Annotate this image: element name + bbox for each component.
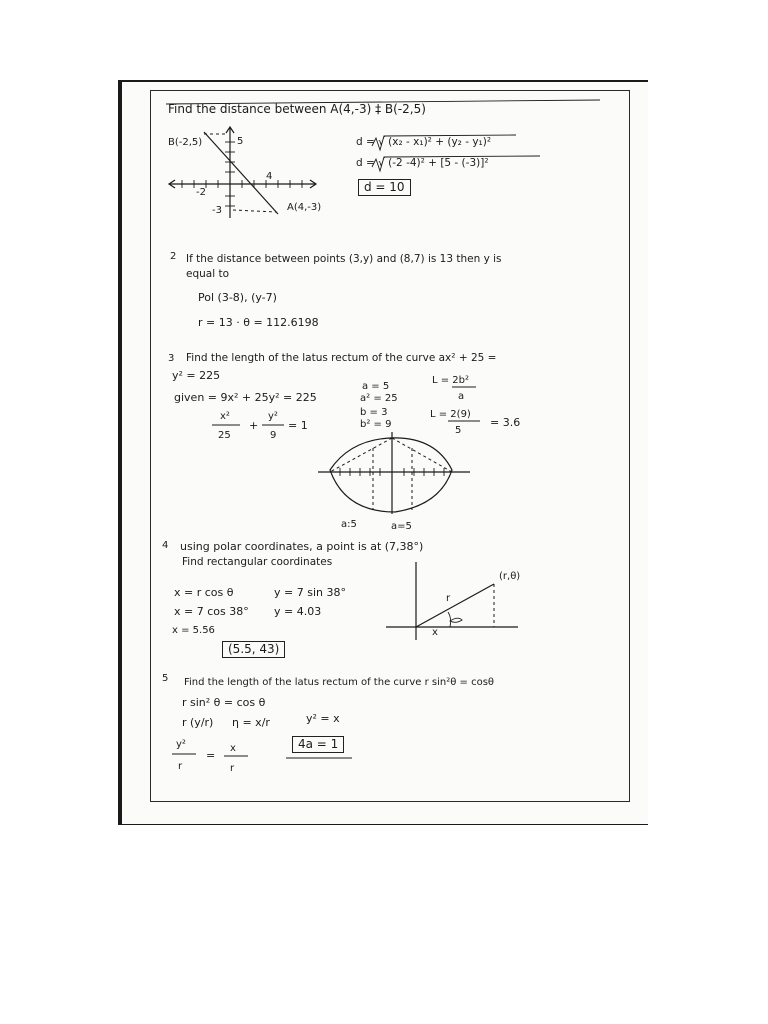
- tick-neg3-label: -3: [212, 205, 222, 216]
- problem-5-question: Find the length of the latus rectum of the curve r sin²θ = cosθ: [184, 677, 495, 688]
- problem-5-equals: =: [206, 749, 216, 762]
- problem-5-y2x: y² = x: [306, 712, 340, 725]
- fraction-xr-denominator: r: [230, 763, 235, 774]
- x-formula: x = r cos θ: [174, 586, 234, 599]
- latus-result: = 3.6: [490, 416, 521, 429]
- tick-neg2-label: -2: [196, 187, 206, 198]
- problem-2-result-line: r = 13 · θ = 112.6198: [198, 316, 319, 329]
- distance-formula: d = √ (x₂ - x₁)² + (y₂ - y₁)²: [356, 136, 492, 148]
- tick-4-label: 4: [266, 171, 273, 182]
- latus-calc-numerator: L = 2(9): [430, 409, 471, 420]
- problem-2-number: 2: [170, 251, 177, 262]
- ellipse-label-a1: a:5: [341, 519, 357, 530]
- equals-one: = 1: [288, 419, 308, 432]
- tick-5-label: 5: [237, 136, 244, 147]
- problem-4-number: 4: [162, 540, 169, 551]
- fraction-x2-numerator: x²: [220, 411, 230, 422]
- point-a-label: A(4,-3): [287, 202, 322, 213]
- latus-formula-numerator: L = 2b²: [432, 375, 470, 386]
- polar-sketch: [386, 562, 521, 640]
- problem-1-answer: d = 10: [358, 179, 411, 196]
- problem-4-question-line1: using polar coordinates, a point is at (7,38°): [180, 540, 424, 553]
- fraction-y2-numerator: y²: [268, 411, 278, 422]
- problem-3-question-line2: y² = 225: [172, 369, 221, 382]
- problem-1-graph: [169, 127, 316, 218]
- segment-ab: [204, 132, 278, 214]
- polar-x-label: x: [432, 627, 438, 638]
- b-squared: b² = 9: [360, 419, 392, 430]
- problem-4-question-line2: Find rectangular coordinates: [182, 556, 333, 568]
- theta-mark: [450, 618, 462, 622]
- polar-r-label: r: [446, 593, 451, 604]
- guide-a-horizontal: [233, 210, 276, 212]
- title-underline: [166, 100, 600, 104]
- polar-point-label: (r,θ): [499, 571, 521, 582]
- problem-3-question-line1: Find the length of the latus rectum of the curve ax² + 25 =: [186, 352, 497, 364]
- fraction-y2r-denominator: r: [178, 761, 183, 772]
- fraction-xr-numerator: x: [230, 743, 236, 754]
- x-result: x = 5.56: [172, 625, 215, 636]
- distance-substitution: d = √ (-2 -4)² + [5 - (-3)]²: [356, 157, 489, 169]
- fraction-x2-denominator: 25: [218, 430, 231, 441]
- ellipse-sketch: [318, 432, 470, 514]
- a-squared: a² = 25: [360, 393, 398, 404]
- y-result: y = 4.03: [274, 605, 322, 618]
- problem-3-given: given = 9x² + 25y² = 225: [174, 391, 317, 404]
- b-value: b = 3: [360, 407, 388, 418]
- latus-formula-denominator: a: [458, 391, 465, 402]
- fraction-y2r-numerator: y²: [176, 739, 186, 750]
- problem-5-line2b: η = x/r: [232, 716, 270, 729]
- problem-2-question-line1: If the distance between points (3,y) and (8,7) is 13 then y is: [186, 253, 502, 265]
- plus-sign: +: [249, 419, 259, 432]
- y-formula: y = 7 sin 38°: [274, 586, 346, 599]
- point-b-label: B(-2,5): [168, 137, 203, 148]
- problem-1-question: Find the distance between A(4,-3) ‡ B(-2,5): [168, 102, 426, 116]
- sqrt-sign-2: [372, 156, 540, 171]
- problem-5-line1: r sin² θ = cos θ: [182, 696, 266, 709]
- polar-angle-arc: [448, 612, 451, 627]
- latus-calc-denominator: 5: [455, 425, 462, 436]
- problem-2-question-line2: equal to: [186, 268, 230, 280]
- sqrt-sign-1: [372, 135, 516, 150]
- x-substitution: x = 7 cos 38°: [174, 605, 249, 618]
- fraction-y2-denominator: 9: [270, 430, 277, 441]
- problem-5-line2a: r (y/r): [182, 716, 214, 729]
- problem-5-answer: 4a = 1: [292, 736, 344, 753]
- ellipse-label-a2: a=5: [391, 521, 412, 532]
- problem-2-pol-line: Pol (3-8), (y-7): [198, 291, 277, 304]
- polar-radius-line: [416, 584, 494, 627]
- problem-5-number: 5: [162, 673, 169, 684]
- problem-3-number: 3: [168, 353, 175, 364]
- a-value: a = 5: [362, 381, 390, 392]
- problem-4-answer: (5.5, 43): [222, 641, 285, 658]
